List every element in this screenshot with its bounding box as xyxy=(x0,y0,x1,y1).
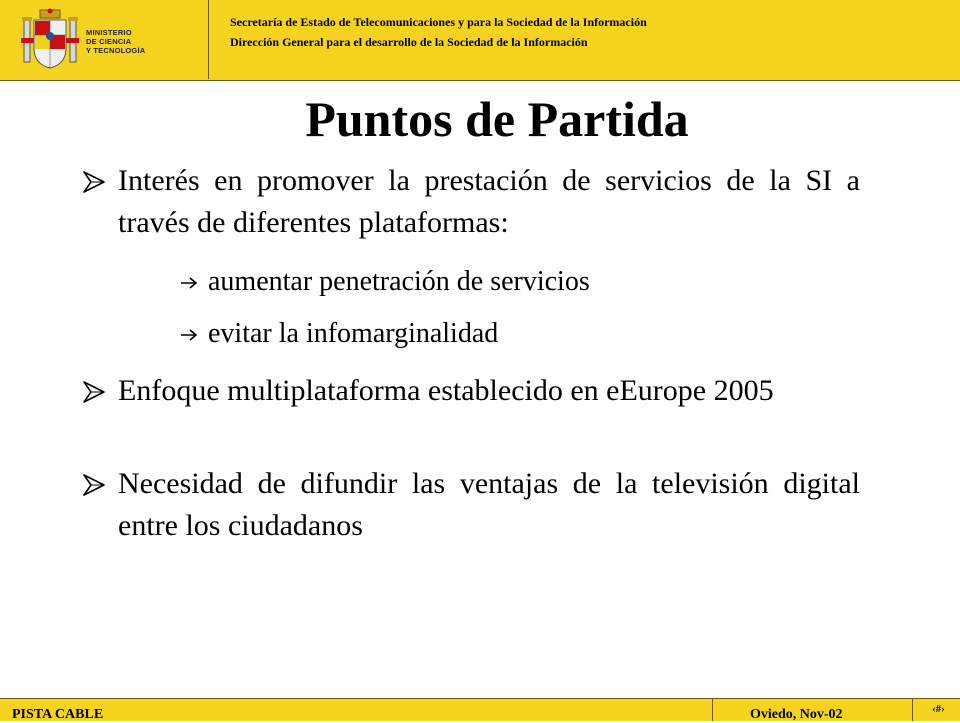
bullet-text: Interés en promover la prestación de servicios de la SI a través de diferentes plataformas: xyxy=(118,164,860,239)
footer-band xyxy=(0,698,960,721)
footer-divider xyxy=(912,699,913,721)
sub-bullet-item xyxy=(178,314,498,354)
bullet-item xyxy=(80,370,860,412)
sub-bullet-item xyxy=(178,262,590,302)
footer-divider xyxy=(712,699,713,721)
header-directorate: Dirección General para el desarrollo de la Sociedad de la Información xyxy=(230,35,588,49)
arrow-right-icon xyxy=(178,314,208,354)
bullet-item xyxy=(80,160,860,244)
footer-page-number: ‹#› xyxy=(932,703,945,715)
bullet-text: Necesidad de difundir las ventajas de la televisión digital entre los ciudadanos xyxy=(118,467,860,542)
sub-bullet-text: evitar la infomarginalidad xyxy=(208,318,499,349)
footer-event: PISTA CABLE xyxy=(12,707,104,722)
ministry-line: DE CIENCIA xyxy=(86,37,132,46)
header-secretariat: Secretaría de Estado de Telecomunicaciones y para la Sociedad de la Información xyxy=(230,15,647,29)
arrowhead-bullet-icon xyxy=(80,463,118,505)
sub-bullet-text: aumentar penetración de servicios xyxy=(208,266,590,297)
arrowhead-bullet-icon xyxy=(80,160,118,202)
bullet-item xyxy=(80,463,860,547)
ministry-line: MINISTERIO xyxy=(86,28,132,37)
slide-title: Puntos de Partida xyxy=(305,91,689,147)
footer-location-date: Oviedo, Nov-02 xyxy=(750,707,843,722)
bullet-text: Enfoque multiplataforma establecido en eEurope 2005 xyxy=(118,374,774,407)
arrow-right-icon xyxy=(178,262,208,302)
arrowhead-bullet-icon xyxy=(80,370,118,412)
ministry-line: Y TECNOLOGÍA xyxy=(86,46,146,55)
